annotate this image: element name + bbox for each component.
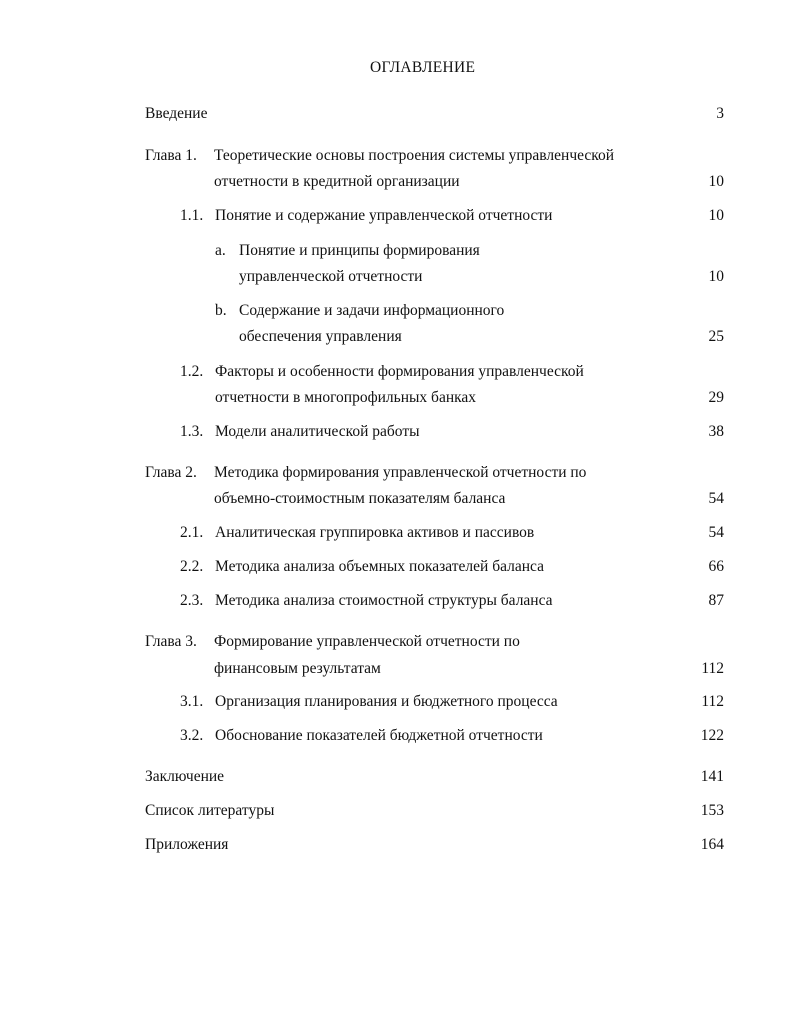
toc-appendices-page: 164 [700,836,724,853]
toc-s22-label: Методика анализа объемных показателей баланса [215,558,544,575]
toc-chapter3-prefix: Глава 3. [145,633,197,650]
toc-sa-line1: Понятие и принципы формирования [239,242,480,259]
toc-chapter3-title-line1: Формирование управленческой отчетности по [214,633,520,650]
toc-chapter2-title-line2: объемно-стоимостным показателям баланса [214,490,506,507]
toc-chapter2-prefix: Глава 2. [145,464,197,481]
toc-s23-page: 87 [708,592,724,609]
toc-conclusion-page: 141 [700,768,724,785]
toc-chapter1-title-line1: Теоретические основы построения системы управленческой [214,147,615,164]
toc-chapter3-page: 112 [701,660,724,677]
toc-s21-num: 2.1. [180,524,204,541]
toc-s12-line1: Факторы и особенности формирования управленческой [215,363,584,380]
toc-s11-num: 1.1. [180,207,204,224]
toc-s32-label: Обоснование показателей бюджетной отчетности [215,727,543,744]
toc-chapter1-page: 10 [708,173,724,190]
toc-sb-line2: обеспечения управления [239,328,402,345]
toc-sb-line1: Содержание и задачи информационного [239,302,505,319]
toc-s12-num: 1.2. [180,363,204,380]
toc-conclusion-label: Заключение [145,768,225,785]
toc-s23-label: Методика анализа стоимостной структуры баланса [215,592,553,609]
toc-sa-line2: управленческой отчетности [239,268,423,285]
toc-s13-page: 38 [708,423,724,440]
page-title: ОГЛАВЛЕНИЕ [370,59,476,76]
toc-s23-num: 2.3. [180,592,204,609]
toc-chapter2-page: 54 [708,490,724,507]
toc-sa-num: a. [215,242,226,259]
toc-s13-label: Модели аналитической работы [215,423,420,440]
toc-s32-num: 3.2. [180,727,204,744]
toc-s12-page: 29 [708,389,724,406]
toc-s22-num: 2.2. [180,558,204,575]
toc-s21-page: 54 [708,524,724,541]
toc-s32-page: 122 [700,727,724,744]
toc-chapter2-title-line1: Методика формирования управленческой отчетности по [214,464,587,481]
toc-references-label: Список литературы [145,802,275,819]
toc-chapter3-title-line2: финансовым результатам [214,660,381,677]
toc-intro-page: 3 [716,105,724,122]
toc-s11-page: 10 [708,207,724,224]
toc-sb-page: 25 [708,328,724,345]
toc-intro-label: Введение [145,105,208,122]
toc-s13-num: 1.3. [180,423,204,440]
toc-chapter1-title-line2: отчетности в кредитной организации [214,173,460,190]
toc-s31-label: Организация планирования и бюджетного процесса [215,693,558,710]
toc-s11-label: Понятие и содержание управленческой отчетности [215,207,553,224]
toc-references-page: 153 [700,802,724,819]
toc-s12-line2: отчетности в многопрофильных банках [215,389,477,406]
toc-sb-num: b. [215,302,227,319]
toc-s31-num: 3.1. [180,693,204,710]
toc-appendices-label: Приложения [145,836,229,853]
toc-s22-page: 66 [708,558,724,575]
toc-chapter1-prefix: Глава 1. [145,147,197,164]
toc-s21-label: Аналитическая группировка активов и пассивов [215,524,535,541]
toc-sa-page: 10 [708,268,724,285]
toc-s31-page: 112 [701,693,724,710]
